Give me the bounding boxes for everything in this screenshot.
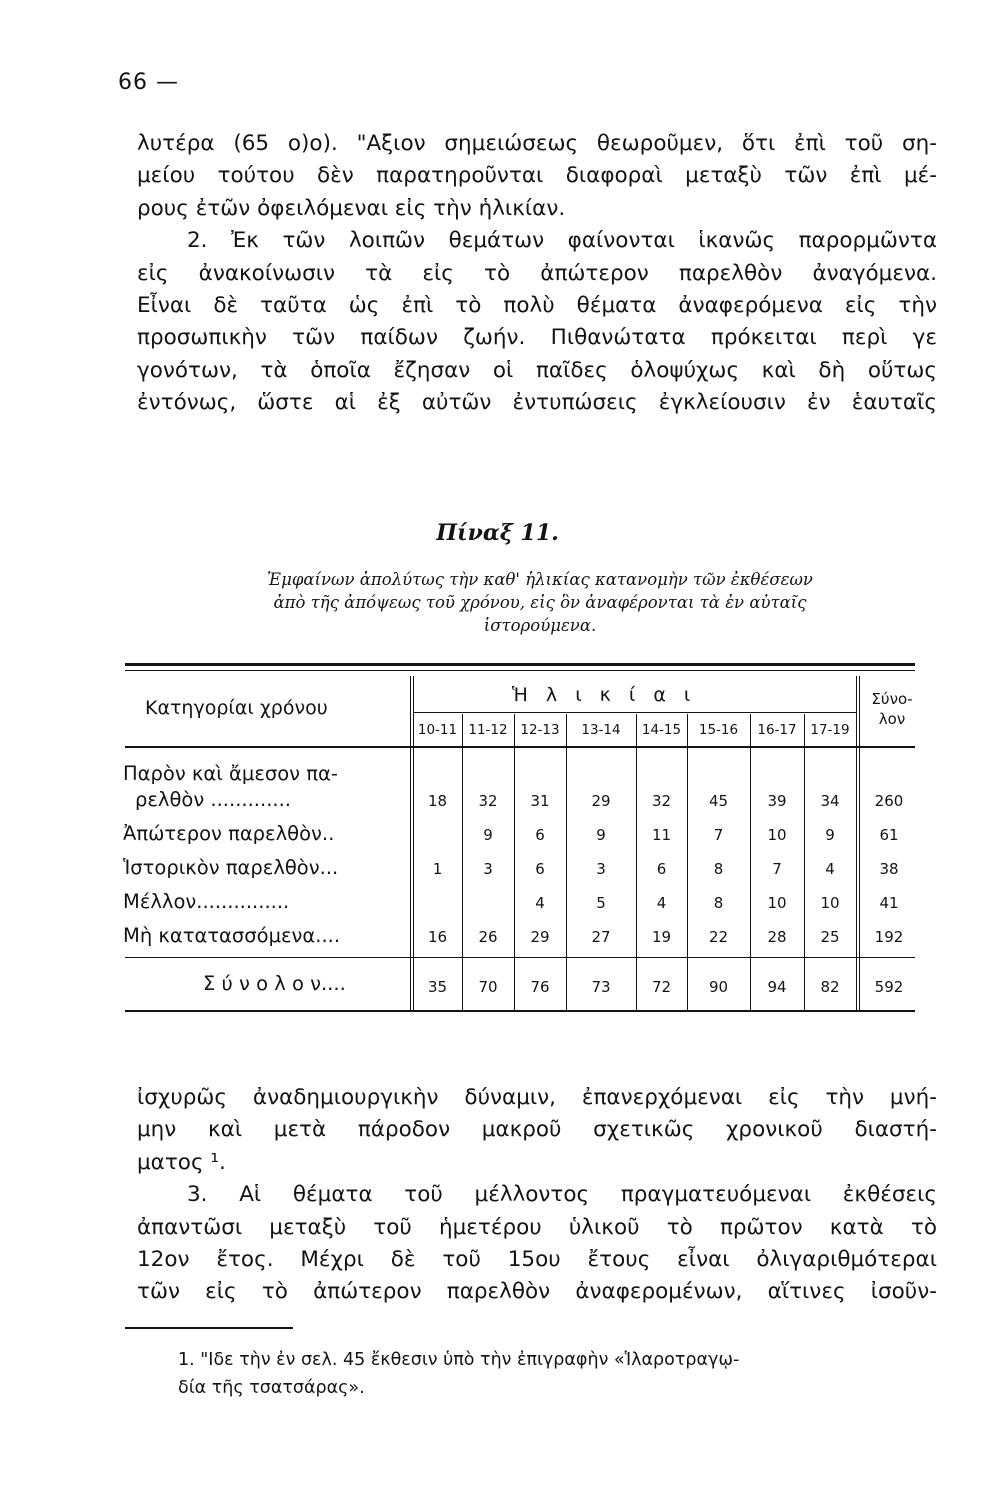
- row-total: 41: [879, 894, 899, 912]
- text-line: ἀπαντῶσι μεταξὺ τοῦ ἡμετέρου ὑλικοῦ τὸ πρῶτον κατὰ τὸ: [137, 1214, 937, 1240]
- row-total: 61: [879, 826, 899, 844]
- caption-line: Ἐμφαίνων ἀπολύτως τὴν καθ' ἡλικίας κατανομὴν τῶν ἐκθέσεων: [267, 570, 813, 589]
- column-divider: [410, 676, 411, 1010]
- text-line: 12ον ἔτος. Μέχρι δὲ τοῦ 15ου ἔτους εἶναι ὀλιγαριθμότεραι: [137, 1247, 937, 1273]
- row-label: Μέλλον...............: [123, 890, 290, 913]
- table-cell: 34: [820, 792, 840, 810]
- row-label: Παρὸν καὶ ἄμεσον πα-: [123, 762, 338, 785]
- sum-cell: 72: [651, 978, 672, 996]
- grand-total: 592: [874, 978, 904, 996]
- column-divider: [856, 676, 857, 1010]
- text-line: τῶν εἰς τὸ ἀπώτερον παρελθὸν ἀναφερομένων, αἵτινες ἰσοῦν-: [137, 1279, 937, 1305]
- page-number: 66 —: [118, 70, 179, 95]
- paragraph-top: [137, 128, 937, 420]
- table-cell: 9: [825, 826, 835, 844]
- table-cell: 32: [651, 792, 672, 810]
- text-line: λυτέρα (65 ο)ο). "Αξιον σημειώσεως θεωροῦμεν, ὅτι ἐπὶ τοῦ ση-: [137, 131, 937, 156]
- table-cell: 7: [772, 860, 782, 878]
- age-group-header: Ἡ λ ι κ ί α ι: [512, 684, 697, 706]
- paragraph-bottom: [137, 1082, 937, 1309]
- age-column-header: 14-15: [641, 722, 682, 738]
- row-total: 260: [874, 792, 904, 810]
- table-cell: 19: [651, 928, 672, 946]
- table-top-rule-thin: [125, 670, 915, 671]
- table-cell: 8: [713, 894, 724, 912]
- table-top-rule: [125, 663, 915, 666]
- sum-row-label: Σ ύ ν ο λ ο ν....: [203, 972, 346, 995]
- table-cell: 31: [530, 792, 550, 810]
- total-header: Σύνο-: [871, 690, 913, 708]
- row-label: ρελθὸν .............: [135, 788, 291, 811]
- table-cell: 9: [483, 826, 493, 844]
- header-bottom-rule: [125, 746, 915, 748]
- table-cell: 18: [427, 792, 448, 810]
- table-cell: 1: [432, 860, 443, 878]
- table-bottom-rule: [125, 1010, 915, 1012]
- text-line: εἰς ἀνακοίνωσιν τὰ εἰς τὸ ἀπώτερον παρελθὸν ἀναγόμενα.: [137, 260, 937, 286]
- footnote: [178, 1346, 938, 1402]
- table-cell: 10: [820, 894, 840, 912]
- table-cell: 5: [596, 894, 606, 912]
- table-cell: 29: [591, 792, 611, 810]
- row-total: 38: [879, 860, 899, 878]
- sum-cell: 35: [427, 978, 448, 996]
- sum-cell: 70: [478, 978, 498, 996]
- text-line: 3. Αἱ θέματα τοῦ μέλλοντος πραγματευόμεναι ἐκθέσεις: [187, 1182, 937, 1208]
- total-header: λον: [878, 710, 906, 728]
- row-label: Ἱστορικὸν παρελθὸν...: [123, 856, 339, 879]
- footnote-line: δία τῆς τσατσάρας».: [178, 1378, 365, 1398]
- sum-separator-rule: [125, 957, 915, 958]
- sum-cell: 82: [820, 978, 840, 996]
- table-cell: 45: [708, 792, 729, 810]
- text-line: μείου τούτου δὲν παρατηροῦνται διαφοραὶ μεταξὺ τῶν ἐπὶ μέ-: [137, 163, 937, 189]
- table-cell: 6: [656, 860, 667, 878]
- caption-line: ἱστορούμενα.: [483, 616, 597, 635]
- text-line: μην καὶ μετὰ πάροδον μακροῦ σχετικῶς χρονικοῦ διαστή-: [137, 1117, 937, 1143]
- table-cell: 29: [530, 928, 550, 946]
- row-total: 192: [874, 928, 904, 946]
- table-title: Πίναξ 11.: [436, 520, 559, 546]
- table-cell: 9: [596, 826, 606, 844]
- table-cell: 39: [767, 792, 787, 810]
- table-cell: 4: [825, 860, 835, 878]
- text-line: γονότων, τὰ ὁποῖα ἔζησαν οἱ παῖδες ὁλοψύχως καὶ δὴ οὕτως: [137, 357, 937, 383]
- text-line: ἐντόνως, ὥστε αἱ ἐξ αὐτῶν ἐντυπώσεις ἐγκλείουσιν ἐν ἑαυταῖς: [137, 390, 937, 416]
- footnote-rule: [125, 1327, 293, 1329]
- table-cell: 10: [767, 894, 787, 912]
- age-column-header: 16-17: [757, 722, 797, 738]
- caption-line: ἀπὸ τῆς ἀπόψεως τοῦ χρόνου, εἰς ὃν ἀναφέρονται τὰ ἐν αὐταῖς: [273, 593, 807, 612]
- sum-cell: 76: [530, 978, 550, 996]
- row-label: Μὴ κατατασσόμενα....: [123, 924, 341, 947]
- age-column-header: 11-12: [468, 722, 508, 738]
- table-cell: 3: [596, 860, 606, 878]
- table-cell: 7: [713, 826, 724, 844]
- age-group-rule: [413, 712, 856, 713]
- table-cell: 22: [708, 928, 729, 946]
- table-cell: 10: [767, 826, 787, 844]
- footnote-line: 1. "Ιδε τὴν ἐν σελ. 45 ἔκθεσιν ὑπὸ τὴν ἐπιγραφὴν «Ἱλαροτραγῳ-: [178, 1350, 740, 1370]
- table-cell: 8: [713, 860, 724, 878]
- text-line: 2. Ἐκ τῶν λοιπῶν θεμάτων φαίνονται ἱκανῶς παρορμῶντα: [187, 228, 937, 254]
- table-cell: 28: [767, 928, 787, 946]
- age-column-header: 17-19: [810, 722, 850, 738]
- table-cell: 6: [535, 826, 545, 844]
- table-cell: 11: [651, 826, 672, 844]
- table-cell: 6: [535, 860, 545, 878]
- table-cell: 25: [820, 928, 840, 946]
- table-cell: 4: [656, 894, 667, 912]
- row-header: Κατηγορίαι χρόνου: [145, 697, 328, 719]
- age-column-header: 12-13: [520, 722, 560, 738]
- table-cell: 4: [535, 894, 545, 912]
- sum-cell: 94: [767, 978, 787, 996]
- text-line: Εἶναι δὲ ταῦτα ὡς ἐπὶ τὸ πολὺ θέματα ἀναφερόμενα εἰς τὴν: [137, 293, 937, 319]
- table-cell: 26: [478, 928, 498, 946]
- age-column-header: 10-11: [417, 722, 458, 738]
- age-column-header: 15-16: [698, 722, 739, 738]
- table-cell: 32: [478, 792, 498, 810]
- sum-cell: 73: [591, 978, 611, 996]
- table-cell: 16: [427, 928, 448, 946]
- text-line: ματος ¹.: [137, 1149, 226, 1175]
- sum-cell: 90: [708, 978, 729, 996]
- table-caption: [140, 568, 940, 637]
- text-line: ἰσχυρῶς ἀναδημιουργικὴν δύναμιν, ἐπανερχόμεναι εἰς τὴν μνή-: [137, 1085, 937, 1110]
- table-cell: 3: [483, 860, 493, 878]
- table-cell: 27: [591, 928, 611, 946]
- row-label: Ἀπώτερον παρελθὸν..: [123, 822, 335, 845]
- age-column-header: 13-14: [581, 722, 621, 738]
- text-line: ρους ἐτῶν ὀφειλόμεναι εἰς τὴν ἡλικίαν.: [137, 195, 566, 221]
- text-line: προσωπικὴν τῶν παίδων ζωήν. Πιθανώτατα πρόκειται περὶ γε: [137, 325, 937, 351]
